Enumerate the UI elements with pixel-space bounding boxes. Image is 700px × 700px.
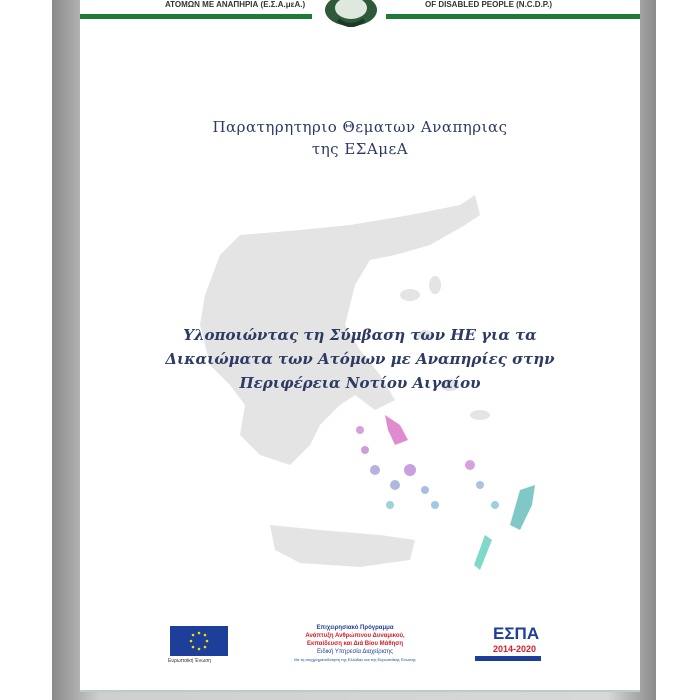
header-bar-left	[80, 14, 312, 19]
op-line-5: Με τη συγχρηματοδότηση της Ελλάδας και της Ευρωπαϊκής Ένωσης	[294, 657, 416, 662]
op-line-3: Εκπαίδευση και Διά Βίου Μάθηση	[306, 641, 403, 647]
espa-years: 2014-2020	[493, 644, 537, 654]
title-line-1: Παρατηρητηριο Θεματων Αναπηριας	[212, 118, 508, 136]
header-org-right: OF DISABLED PEOPLE (N.C.D.P.)	[425, 0, 552, 9]
emblem-icon	[318, 0, 384, 30]
op-line-1: Επιχειρησιακό Πρόγραμμα	[316, 625, 394, 631]
op-line-4: Ειδική Υπηρεσία Διαχείρισης	[317, 649, 393, 655]
eu-flag-logo	[170, 626, 228, 656]
op-line-2: Ανάπτυξη Ανθρώπινου Δυναμικού,	[305, 633, 405, 639]
cover-page	[80, 0, 640, 690]
eu-caption: Ευρωπαϊκή Ένωση	[168, 658, 211, 664]
espa-bar	[475, 656, 541, 661]
operational-programme-logo	[270, 624, 440, 664]
subtitle-line-3: Περιφέρεια Νοτίου Αιγαίου	[239, 374, 481, 392]
subtitle-line-2: Δικαιώματα των Ατόμων με Αναπηρίες στην	[165, 350, 555, 368]
title-line-2: της ΕΣΑμεΑ	[311, 140, 409, 158]
header-org-left: ΑΤΟΜΩΝ ΜΕ ΑΝΑΠΗΡΙΑ (Ε.Σ.Α.μεΑ.)	[165, 0, 306, 9]
subtitle-line-1: Υλοποιώντας τη Σύμβαση των ΗΕ για τα	[183, 326, 537, 344]
footer-divider	[80, 690, 640, 692]
espa-name: ΕΣΠΑ	[493, 624, 540, 643]
espa-logo	[475, 624, 545, 661]
header-bar-right	[386, 14, 640, 19]
